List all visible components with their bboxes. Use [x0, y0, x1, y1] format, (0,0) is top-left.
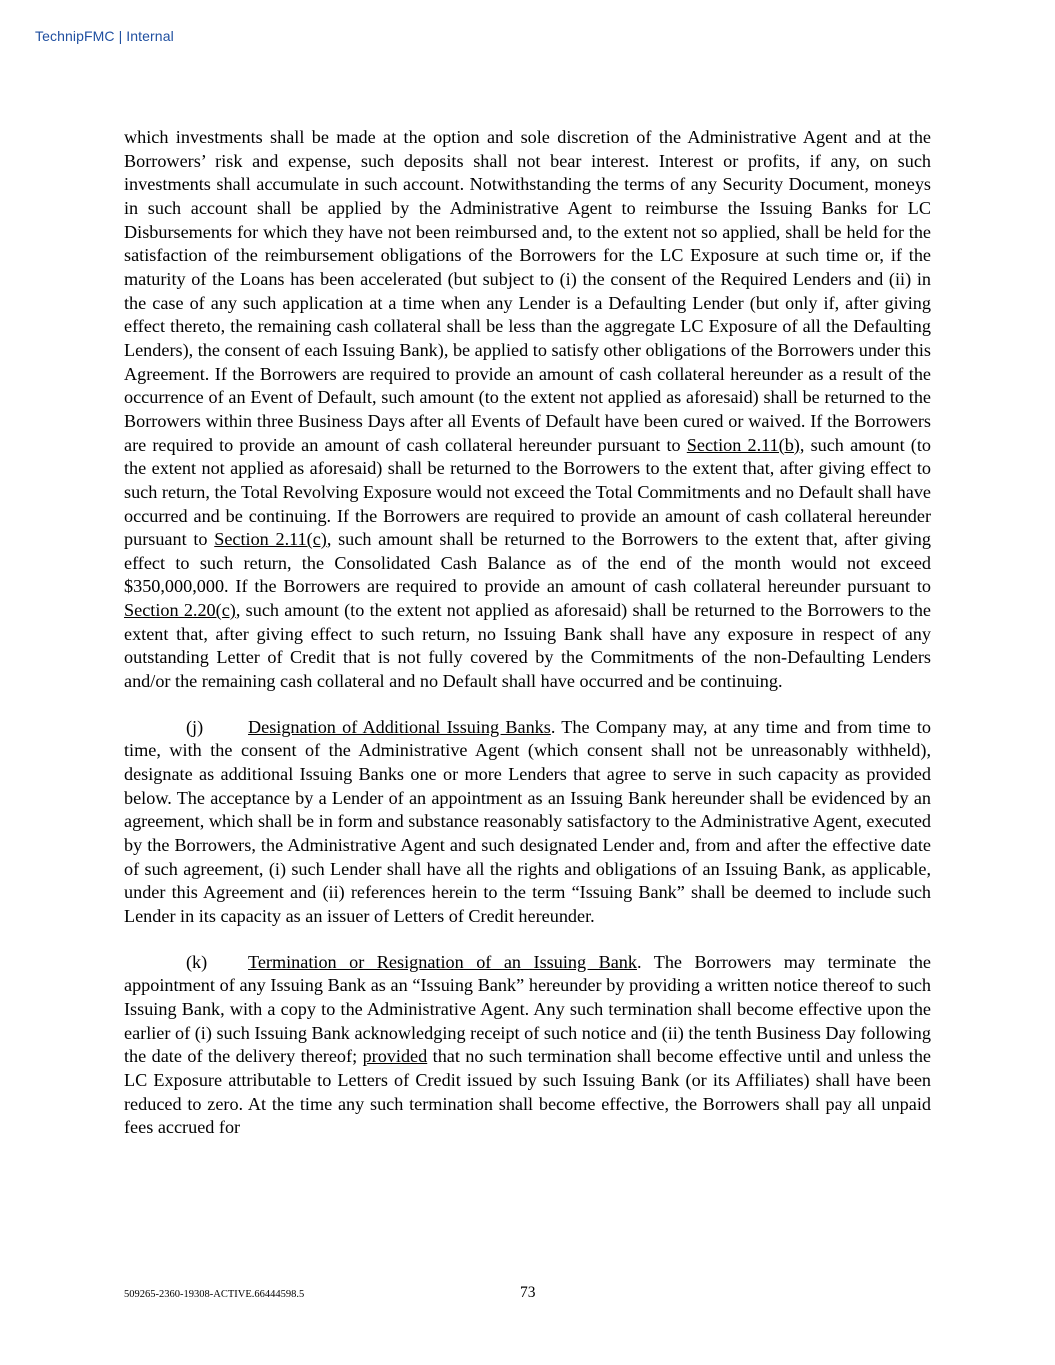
- section-reference-2-20-c: Section 2.20(c): [124, 600, 236, 621]
- paragraph-text: . The Borrowers may terminate the appointment of any Issuing Bank as an “Issuing Bank” hereunder by providing a written notice thereof to such Issuing Bank, with a copy to the Administrative Agent. Any such termination shall become effective upon the earlier of (i) such Issuing Bank acknowledging receipt of such notice and (ii) the tenth Business Day following the date of the delivery thereof;: [124, 951, 932, 1067]
- clause-heading-termination: Termination or Resignation of an Issuing Bank: [248, 951, 637, 972]
- page-number: 73: [520, 1284, 536, 1301]
- paragraph-text: . The Company may, at any time and from time to time, with the consent of the Administrative Agent (which consent shall not be unreasonably withheld), designate as additional Issuing Banks one or more Lenders that agree to serve in such capacity as provided below. The acceptance by a Lender of an appointment as an Issuing Bank hereunder shall be evidenced by an agreement, which shall be in form and substance reasonably satisfactory to the Administrative Agent, executed by the Borrowers, the Administrative Agent and such designated Lender and, from and after the effective date of such agreement, (i) such Lender shall have all the rights and obligations of an Issuing Bank, as applicable, under this Agreement and (ii) references herein to the term “Issuing Bank” shall be deemed to include such Lender in its capacity as an issuer of Letters of Credit hereunder.: [124, 716, 931, 926]
- clause-label-j: (j): [186, 716, 204, 737]
- document-body: [124, 126, 931, 1140]
- paragraph-text: , such amount (to the extent not applied as aforesaid) shall be returned to the Borrowers to the extent that, after giving effect to such return, no Issuing Bank shall have any exposure in respect of any outstanding Letter of Credit that is not fully covered by the Commitments of the non-Defaulting Lenders and/or the remaining cash collateral and no Default shall have occurred and be continuing.: [124, 600, 931, 692]
- paragraph-designation: [124, 716, 931, 929]
- clause-heading-designation: Designation of Additional Issuing Banks: [248, 716, 551, 737]
- section-reference-2-11-b: Section 2.11(b): [686, 434, 800, 455]
- paragraph-text: that no such termination shall become effective until and unless the LC Exposure attributable to Letters of Credit issued by such Issuing Bank (or its Affiliates) shall have been reduced to zero. At the time any such termination shall become effective, the Borrowers shall pay all unpaid fees accrued for: [124, 1046, 931, 1138]
- classification-label: TechnipFMC | Internal: [35, 28, 174, 44]
- clause-label-k: (k): [186, 951, 208, 972]
- paragraph-text: which investments shall be made at the option and sole discretion of the Administrative Agent and at the Borrowers’ risk and expense, such deposits shall not bear interest. Interest or profits, if any, on such investments shall accumulate in such account. Notwithstanding the terms of any Security Document, moneys in such account shall be applied by the Administrative Agent to reimburse the Issuing Banks for LC Disbursements for which they have not been reimbursed and, to the extent not so applied, shall be held for the satisfaction of the reimbursement obligations of the Borrowers for the LC Exposure at such time or, if the maturity of the Loans has been accelerated (but subject to (i) the consent of the Required Lenders and (ii) in the case of any such application at a time when any Lender is a Defaulting Lender (but only if, after giving effect thereto, the remaining cash collateral shall be less than the aggregate LC Exposure of all the Defaulting Lenders), the consent of each Issuing Bank), be applied to satisfy other obligations of the Borrowers under this Agreement. If the Borrowers are required to provide an amount of cash collateral hereunder as a result of the occurrence of an Event of Default, such amount (to the extent not applied as aforesaid) shall be returned to the Borrowers within three Business Days after all Events of Default have been cured or waived. If the Borrowers are required to provide an amount of cash collateral hereunder pursuant to: [124, 127, 931, 455]
- paragraph-cash-collateral: [124, 126, 931, 694]
- paragraph-termination: [124, 951, 931, 1140]
- section-reference-2-11-c: Section 2.11(c): [214, 529, 327, 550]
- paragraph-text: , such amount shall be returned to the Borrowers to the extent that, after giving effect to such return, the Consolidated Cash Balance as of the end of the month would not exceed $350,000,000. If the Borrowers are required to provide an amount of cash collateral hereunder pursuant to: [124, 529, 931, 597]
- footer-document-id: 509265-2360-19308-ACTIVE.66444598.5: [124, 1289, 305, 1300]
- emphasis-provided: provided: [362, 1046, 428, 1067]
- paragraph-text: , such amount (to the extent not applied as aforesaid) shall be returned to the Borrowers to the extent that, after giving effect to such return, the Total Revolving Exposure would not exceed the Total Commitments and no Default shall have occurred and be continuing. If the Borrowers are required to provide an amount of cash collateral hereunder pursuant to: [124, 434, 931, 550]
